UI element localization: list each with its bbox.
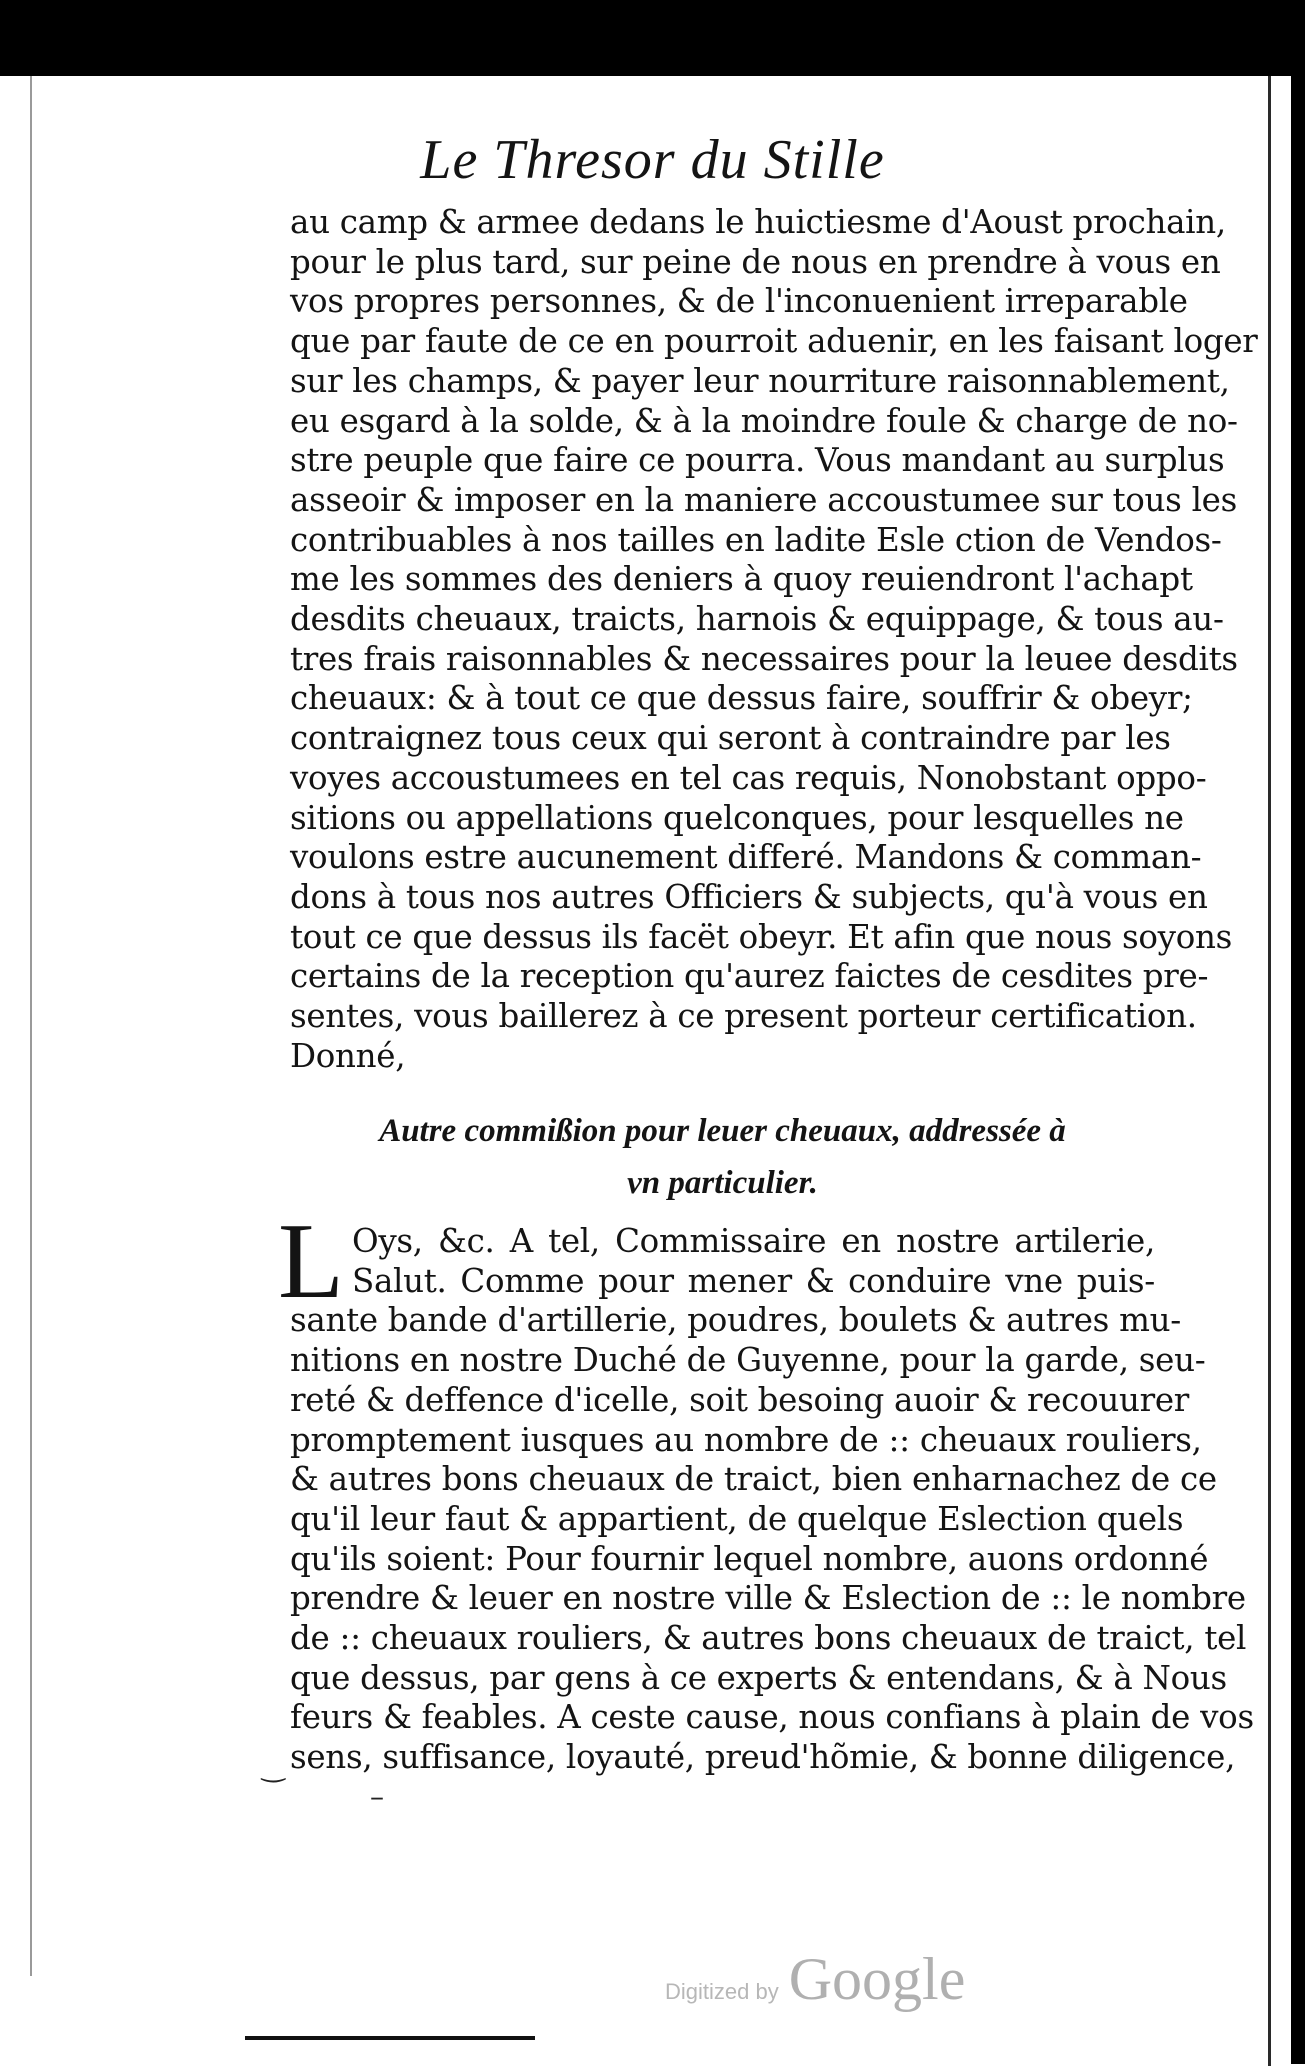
text-line: sens, suffisance, loyauté, preud'hõmie, & bonne diligence,: [290, 1738, 1236, 1777]
text-line: de :: cheuaux rouliers, & autres bons cheuaux de traict, tel: [290, 1619, 1247, 1658]
page-right-edge: [1268, 76, 1271, 2066]
text-line: voyes accoustumees en tel cas requis, Nonobstant oppo-: [290, 758, 1207, 797]
text-line: sur les champs, & payer leur nourriture raisonnablement,: [290, 361, 1230, 400]
text-line: promptement iusques au nombre de :: cheuaux rouliers,: [290, 1420, 1202, 1459]
text-line: nitions en nostre Duché de Guyenne, pour la garde, seu-: [290, 1341, 1206, 1380]
bottom-rule: [245, 2036, 535, 2040]
scan-top-border: [0, 0, 1305, 76]
google-logo: Google: [788, 1946, 966, 2012]
text-line: voulons estre aucunement differé. Mandons & comman-: [290, 838, 1202, 877]
text-line: dons à tous nos autres Officiers & subjects, qu'à vous en: [290, 877, 1208, 916]
text-line: vos propres personnes, & de l'inconuenient irreparable: [290, 282, 1188, 321]
text-line: asseoir & imposer en la maniere accoustumee sur tous les: [290, 480, 1237, 519]
text-line: Donné,: [290, 1036, 406, 1075]
text-line: sentes, vous baillerez à ce present porteur certification.: [290, 997, 1197, 1036]
text-line: au camp & armee dedans le huictiesme d'Aoust prochain,: [290, 203, 1226, 241]
text-line: tout ce que dessus ils facët obeyr. Et afin que nous soyons: [290, 917, 1232, 956]
text-block-commission: [290, 1222, 1254, 1778]
text-line: eu esgard à la solde, & à la moindre foule & charge de no-: [290, 401, 1238, 440]
digitized-label: Digitized by: [665, 1979, 779, 2004]
text-line: stre peuple que faire ce pourra. Vous mandant au surplus: [290, 441, 1225, 480]
digitized-watermark: [665, 1945, 965, 2014]
heading-line: Autre commißion pour leuer cheuaux, addressée à: [379, 1113, 1066, 1149]
text-line: qu'il leur faut & appartient, de quelque Eslection quels: [290, 1499, 1184, 1538]
text-line: tres frais raisonnables & necessaires pour la leuee desdits: [290, 639, 1238, 678]
text-line: sante bande d'artillerie, poudres, boulets & autres mu-: [290, 1301, 1181, 1340]
text-block-continuation: [290, 203, 1258, 1076]
section-heading: [290, 1105, 1155, 1209]
text-line: prendre & leuer en nostre ville & Eslection de :: le nombre: [290, 1579, 1246, 1618]
text-line: contraignez tous ceux qui seront à contraindre par les: [290, 719, 1171, 758]
text-line: reté & deffence d'icelle, soit besoing auoir & recouurer: [290, 1380, 1190, 1419]
text-line: Oys, &c. A tel, Commissaire en nostre artilerie,: [352, 1222, 1155, 1260]
text-line: me les sommes des deniers à quoy reuiendront l'achapt: [290, 560, 1193, 599]
text-line: cheuaux: & à tout ce que dessus faire, souffrir & obeyr;: [290, 679, 1193, 718]
page-left-edge: [30, 76, 32, 1976]
drop-cap: L: [278, 1202, 344, 1321]
text-line: Salut. Comme pour mener & conduire vne puis-: [352, 1261, 1155, 1300]
heading-line: vn particulier.: [627, 1165, 818, 1201]
scan-right-border: [1291, 0, 1305, 2064]
text-line: qu'ils soient: Pour fournir lequel nombre, auons ordonné: [290, 1539, 1209, 1578]
stray-mark: ‿: [262, 1750, 285, 1783]
text-line: desdits cheuaux, traicts, harnois & equippage, & tous au-: [290, 600, 1224, 639]
text-line: pour le plus tard, sur peine de nous en prendre à vous en: [290, 242, 1221, 281]
text-line: contribuables à nos tailles en ladite Esle ction de Vendos-: [290, 520, 1222, 559]
running-head: Le Thresor du Stille: [420, 129, 885, 191]
text-line: feurs & feables. A ceste cause, nous confians à plain de vos: [290, 1698, 1254, 1737]
stray-mark: –: [370, 1780, 384, 1813]
text-line: & autres bons cheuaux de traict, bien enharnachez de ce: [290, 1460, 1217, 1499]
text-line: sitions ou appellations quelconques, pour lesquelles ne: [290, 798, 1184, 837]
text-line: que dessus, par gens à ce experts & entendans, & à Nous: [290, 1658, 1227, 1697]
text-line: certains de la reception qu'aurez faictes de cesdites pre-: [290, 957, 1209, 996]
text-line: que par faute de ce en pourroit aduenir, en les faisant loger: [290, 322, 1258, 361]
